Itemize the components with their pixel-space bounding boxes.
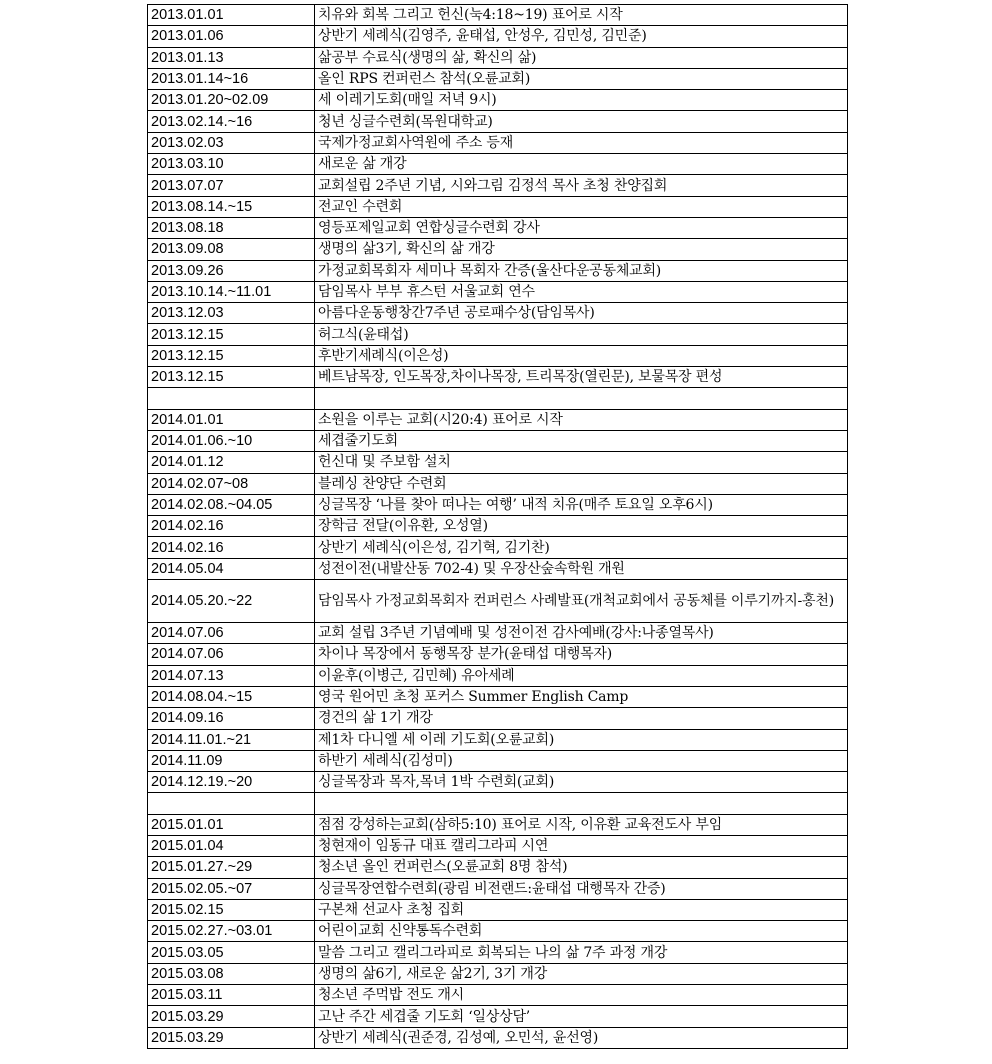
date-cell: 2014.08.04.~15	[148, 686, 315, 707]
table-row	[148, 835, 848, 856]
date-cell: 2013.02.14.~16	[148, 111, 315, 132]
date-cell: 2013.01.06	[148, 26, 315, 47]
table-row	[148, 580, 848, 623]
table-row	[148, 26, 848, 47]
table-row	[148, 494, 848, 515]
date-cell: 2014.01.01	[148, 409, 315, 430]
date-cell: 2015.03.08	[148, 963, 315, 984]
table-row	[148, 452, 848, 473]
event-cell: 장학금 전달(이유환, 오성열)	[315, 516, 848, 537]
date-cell: 2014.05.04	[148, 558, 315, 579]
table-row	[148, 729, 848, 750]
date-cell: 2015.03.29	[148, 1006, 315, 1027]
table-row	[148, 857, 848, 878]
event-cell: 하반기 세례식(김성미)	[315, 750, 848, 771]
date-cell: 2014.07.06	[148, 623, 315, 644]
event-cell: 교회 설립 3주년 기념예배 및 성전이전 감사예배(강사:나종열목사)	[315, 623, 848, 644]
date-cell: 2015.01.01	[148, 814, 315, 835]
table-row	[148, 537, 848, 558]
event-cell: 영등포제일교회 연합싱글수련회 강사	[315, 217, 848, 238]
table-row	[148, 623, 848, 644]
date-cell: 2014.01.12	[148, 452, 315, 473]
date-cell: 2015.02.27.~03.01	[148, 921, 315, 942]
event-cell: 제1차 다니엘 세 이레 기도회(오륜교회)	[315, 729, 848, 750]
table-row	[148, 1027, 848, 1048]
date-cell: 2013.12.15	[148, 345, 315, 366]
event-cell: 세겹줄기도회	[315, 430, 848, 451]
event-cell: 성전이전(내발산동 702-4) 및 우장산숲속학원 개원	[315, 558, 848, 579]
date-cell: 2014.11.01.~21	[148, 729, 315, 750]
table-row	[148, 154, 848, 175]
table-row	[148, 132, 848, 153]
table-row	[148, 47, 848, 68]
event-cell: 차이나 목장에서 동행목장 분가(윤태섭 대행목자)	[315, 644, 848, 665]
event-cell: 이윤후(이병근, 김민혜) 유아세례	[315, 665, 848, 686]
table-row	[148, 814, 848, 835]
event-cell: 국제가정교회사역원에 주소 등재	[315, 132, 848, 153]
date-cell: 2014.02.07~08	[148, 473, 315, 494]
table-row	[148, 324, 848, 345]
event-cell: 베트남목장, 인도목장,차이나목장, 트리목장(열린문), 보물목장 편성	[315, 367, 848, 388]
spacer-row	[148, 388, 848, 409]
event-cell: 영국 원어민 초청 포커스 Summer English Camp	[315, 686, 848, 707]
date-cell: 2013.01.13	[148, 47, 315, 68]
date-cell: 2013.12.15	[148, 324, 315, 345]
event-cell: 담임목사 부부 휴스턴 서울교회 연수	[315, 281, 848, 302]
table-row	[148, 963, 848, 984]
table-row	[148, 196, 848, 217]
event-cell: 말씀 그리고 캘리그라피로 회복되는 나의 삶 7주 과정 개강	[315, 942, 848, 963]
event-cell: 싱글목장연합수련회(광림 비전랜드:윤태섭 대행목자 간증)	[315, 878, 848, 899]
event-cell: 교회설립 2주년 기념, 시와그림 김정석 목사 초청 찬양집회	[315, 175, 848, 196]
table-row	[148, 985, 848, 1006]
table-row	[148, 409, 848, 430]
date-cell: 2013.09.26	[148, 260, 315, 281]
table-row	[148, 772, 848, 793]
date-cell: 2013.12.15	[148, 367, 315, 388]
date-cell: 2013.01.14~16	[148, 68, 315, 89]
table-row	[148, 367, 848, 388]
event-cell: 싱글목장과 목자,목녀 1박 수련회(교회)	[315, 772, 848, 793]
date-cell	[148, 388, 315, 409]
table-row	[148, 473, 848, 494]
date-cell: 2014.01.06.~10	[148, 430, 315, 451]
event-cell: 어린이교회 신약통독수련회	[315, 921, 848, 942]
event-cell: 아름다운동행창간7주년 공로패수상(담임목사)	[315, 303, 848, 324]
event-cell: 치유와 회복 그리고 헌신(눅4:18~19) 표어로 시작	[315, 5, 848, 26]
event-cell: 생명의 삶3기, 확신의 삶 개강	[315, 239, 848, 260]
event-cell: 청소년 올인 컨퍼런스(오륜교회 8명 참석)	[315, 857, 848, 878]
date-cell	[148, 793, 315, 814]
table-row	[148, 430, 848, 451]
event-cell: 세 이레기도회(매일 저녁 9시)	[315, 90, 848, 111]
event-cell	[315, 793, 848, 814]
event-cell: 청현재이 임동규 대표 캘리그라피 시연	[315, 835, 848, 856]
date-cell: 2015.03.11	[148, 985, 315, 1006]
event-cell: 구본채 선교사 초청 집회	[315, 899, 848, 920]
table-row	[148, 239, 848, 260]
date-cell: 2015.02.05.~07	[148, 878, 315, 899]
table-row	[148, 516, 848, 537]
date-cell: 2013.08.14.~15	[148, 196, 315, 217]
table-row	[148, 558, 848, 579]
date-cell: 2014.11.09	[148, 750, 315, 771]
date-cell: 2013.07.07	[148, 175, 315, 196]
date-cell: 2014.07.13	[148, 665, 315, 686]
date-cell: 2014.02.16	[148, 516, 315, 537]
date-cell: 2015.03.05	[148, 942, 315, 963]
table-row	[148, 111, 848, 132]
table-row	[148, 942, 848, 963]
date-cell: 2014.07.06	[148, 644, 315, 665]
event-cell: 청소년 주먹밥 전도 개시	[315, 985, 848, 1006]
event-cell: 생명의 삶6기, 새로운 삶2기, 3기 개강	[315, 963, 848, 984]
event-cell: 상반기 세례식(권준경, 김성예, 오민석, 윤선영)	[315, 1027, 848, 1048]
table-row	[148, 345, 848, 366]
date-cell: 2013.01.01	[148, 5, 315, 26]
event-cell: 허그식(윤태섭)	[315, 324, 848, 345]
event-cell: 전교인 수련회	[315, 196, 848, 217]
event-cell: 청년 싱글수련회(목원대학교)	[315, 111, 848, 132]
table-row	[148, 899, 848, 920]
date-cell: 2014.02.16	[148, 537, 315, 558]
date-cell: 2015.01.27.~29	[148, 857, 315, 878]
date-cell: 2013.08.18	[148, 217, 315, 238]
table-row	[148, 665, 848, 686]
table-row	[148, 281, 848, 302]
date-cell: 2014.09.16	[148, 708, 315, 729]
date-cell: 2013.02.03	[148, 132, 315, 153]
event-cell: 삶공부 수료식(생명의 삶, 확신의 삶)	[315, 47, 848, 68]
church-history-table	[147, 4, 848, 1049]
date-cell: 2013.09.08	[148, 239, 315, 260]
event-cell: 소원을 이루는 교회(시20:4) 표어로 시작	[315, 409, 848, 430]
table-row	[148, 686, 848, 707]
event-cell: 후반기세례식(이은성)	[315, 345, 848, 366]
event-cell: 싱글목장 ‘나를 찾아 떠나는 여행’ 내적 치유(매주 토요일 오후6시)	[315, 494, 848, 515]
event-cell: 상반기 세례식(김영주, 윤태섭, 안성우, 김민성, 김민준)	[315, 26, 848, 47]
table-row	[148, 5, 848, 26]
date-cell: 2013.03.10	[148, 154, 315, 175]
date-cell: 2015.02.15	[148, 899, 315, 920]
event-cell: 고난 주간 세겹줄 기도회 ‘일상상담’	[315, 1006, 848, 1027]
history-table-sheet	[147, 4, 847, 1049]
event-cell: 가정교회목회자 세미나 목회자 간증(울산다운공동체교회)	[315, 260, 848, 281]
event-cell: 블레싱 찬양단 수련회	[315, 473, 848, 494]
event-cell: 점점 강성하는교회(삼하5:10) 표어로 시작, 이유환 교육전도사 부임	[315, 814, 848, 835]
table-row	[148, 260, 848, 281]
date-cell: 2013.10.14.~11.01	[148, 281, 315, 302]
table-row	[148, 644, 848, 665]
spacer-row	[148, 793, 848, 814]
event-cell: 올인 RPS 컨퍼런스 참석(오륜교회)	[315, 68, 848, 89]
table-row	[148, 68, 848, 89]
history-table-body	[148, 5, 848, 1049]
date-cell: 2014.12.19.~20	[148, 772, 315, 793]
event-cell: 새로운 삶 개강	[315, 154, 848, 175]
date-cell: 2015.03.29	[148, 1027, 315, 1048]
event-cell: 경건의 삶 1기 개강	[315, 708, 848, 729]
date-cell: 2015.01.04	[148, 835, 315, 856]
table-row	[148, 303, 848, 324]
table-row	[148, 878, 848, 899]
table-row	[148, 921, 848, 942]
date-cell: 2014.02.08.~04.05	[148, 494, 315, 515]
event-cell: 헌신대 및 주보함 설치	[315, 452, 848, 473]
date-cell: 2014.05.20.~22	[148, 580, 315, 623]
table-row	[148, 90, 848, 111]
event-cell: 상반기 세례식(이은성, 김기혁, 김기찬)	[315, 537, 848, 558]
table-row	[148, 750, 848, 771]
event-cell: 담임목사 가정교회목회자 컨퍼런스 사례발표(개척교회에서 공동체를 이루기까지-홍천)	[315, 580, 848, 623]
table-row	[148, 217, 848, 238]
table-row	[148, 1006, 848, 1027]
date-cell: 2013.01.20~02.09	[148, 90, 315, 111]
table-row	[148, 708, 848, 729]
event-cell	[315, 388, 848, 409]
date-cell: 2013.12.03	[148, 303, 315, 324]
table-row	[148, 175, 848, 196]
